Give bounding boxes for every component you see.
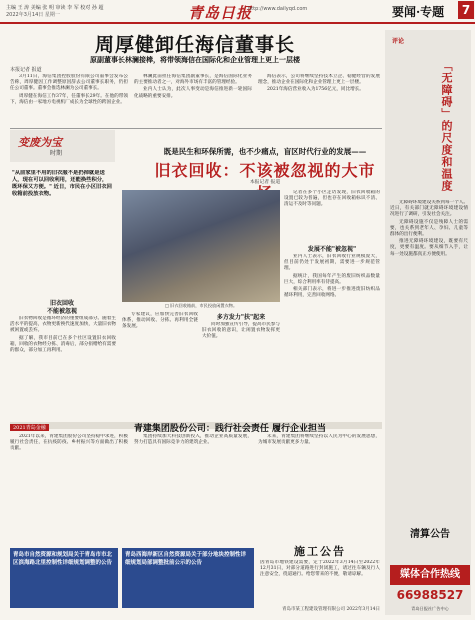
paragraph: 林澜此前担任海信集团副董事长，是海信国际化业务的主要推动者之一，对海外市场有丰富的管理经验。 bbox=[134, 74, 252, 86]
paragraph: 业内人士认为，此次人事变动是海信推进新一轮国际化战略的重要安排。 bbox=[134, 87, 252, 99]
construction-notice-title: 施工公告 bbox=[294, 545, 346, 558]
construction-notice-body: 因青岛市地铁建设需要，定于2022年3月14日至2022年12月31日，对部分道路进行封闭施工，请过往车辆及行人注意安全，绕道通行。给您带来的不便，敬请谅解。 bbox=[260, 560, 380, 578]
bottom-column-2 bbox=[134, 434, 252, 542]
story-headline: 旧衣回收：不该被忽视的大市 bbox=[154, 161, 376, 180]
editor-credits: 主编 王 涛 美编 张 明 审读 李 军 校对 孙 超 bbox=[6, 5, 104, 11]
story-column-right bbox=[284, 254, 380, 414]
story-column-b1 bbox=[122, 312, 198, 416]
story-subhead-1: 发展不能"被忽视" bbox=[307, 246, 357, 253]
divider bbox=[10, 128, 382, 129]
pull-quote: "从前家里不用的旧衣服不是扔掉就是送人，现在可以回收利用，还能换些积分，既环保又方便。" 近日，市民在小区旧衣回收箱前投放衣物。 bbox=[12, 170, 112, 197]
paragraph: 无障碍设施不仅是残障人士的需要，也关系到老年人、孕妇、儿童等群体的出行便利。 bbox=[390, 219, 468, 238]
lead-column-3 bbox=[258, 74, 380, 126]
commentary-kicker: 评论 bbox=[392, 38, 405, 45]
paragraph: 2021年海信营业收入为1756亿元，同比增长。 bbox=[267, 87, 364, 93]
paragraph: 2021年以来，青建集团股份公司坚持稳中求进，积极履行社会责任，在抗疫防疫、乡村振兴等方面做出了积极贡献。 bbox=[10, 434, 128, 452]
clothes-recycling-photo bbox=[122, 190, 280, 302]
masthead-logo: 青岛日报 bbox=[188, 4, 253, 22]
story-column-top bbox=[284, 190, 380, 240]
bottom-headline: 青建集团股份公司：践行社会责任 履行企业担当 bbox=[133, 424, 327, 434]
paragraph: 据了解，我市目前已在多个社区设置旧衣回收箱，回收的衣物经分拣、消毒后，部分捐赠给有需要的群众，部分加工再利用。 bbox=[10, 335, 116, 354]
lead-subhead: 原副董事长林澜接棒，将带领海信在国际化和企业管理上更上一层楼 bbox=[90, 55, 300, 64]
liquidation-notice-title: 清算公告 bbox=[410, 529, 450, 540]
page-number: 7 bbox=[458, 1, 474, 19]
paragraph: 海信表示，公司将继续坚持技术立企、稳健经营的发展理念，推动企业在国际化和企业管理上更上一层楼。 bbox=[258, 74, 380, 86]
lead-headline: 周厚健卸任海信董事长 bbox=[94, 34, 295, 56]
paragraph: 未来，青建集团将继续坚持以人民为中心的发展思想，为城市发展贡献更多力量。 bbox=[258, 434, 380, 446]
paragraph: 业内人士表示，旧衣回收行业规模庞大，但目前仍处于发展初期，需要进一步规范管理。 bbox=[284, 254, 380, 272]
commentary-body bbox=[390, 200, 468, 520]
issue-date: 2022年3月14日 星期一 bbox=[6, 12, 60, 18]
resources-notice-ad: 青岛西海岸新区自然资源局关于部分地块控制性详细规划局部调整批前公示的公告 bbox=[122, 548, 254, 608]
pull-subhead-1: 旧衣回收 bbox=[49, 300, 74, 307]
story-byline: 本报记者 报道 bbox=[249, 180, 281, 185]
media-hotline-banner: 媒体合作热线 bbox=[390, 565, 470, 585]
masthead-url: http://www.dailyqd.com bbox=[248, 6, 308, 12]
story-kicker: 既是民生和环保所需，也不少痛点，盲区时代行业的发展—— bbox=[163, 147, 367, 156]
paragraph: 集团持续加大科技创新投入，推动企业高质量发展，努力打造具有国际竞争力的建筑企业。 bbox=[134, 434, 252, 446]
paragraph: 据统计，我国每年产生的废旧纺织品数量巨大，综合利用率有待提高。 bbox=[284, 273, 380, 285]
pull-subhead-2: 不能被忽视 bbox=[46, 308, 77, 315]
construction-notice-footer: 青岛市某工程建设管理有限公司 2022年3月14日 bbox=[282, 607, 380, 612]
paragraph: 3月11日，海信集团控股股份有限公司董事会发布公告称，周厚健因工作调整原因辞去公司董事长职务，仍担任公司董事。董事会推选林澜为公司董事长。 bbox=[10, 74, 128, 92]
commentary-title: 「无障碍」的尺度和温度 bbox=[440, 60, 453, 192]
section-title: 要闻·专题 bbox=[392, 5, 445, 19]
feature-label-sub: 时期 bbox=[50, 150, 63, 157]
paragraph: 无障碍环境建设关系到每一个人。近日，有关部门就无障碍环境建设情况进行了调研，引发社会关注。 bbox=[390, 200, 468, 218]
planning-notice-ad: 青岛市自然资源和规划局关于青岛市市北区滨海路北里控制性详细规划调整的公告 bbox=[10, 548, 118, 608]
paragraph: 推进无障碍环境建设，既要有尺度，更要有温度。要从细节入手，让每一处设施都真正方便使用。 bbox=[390, 239, 468, 257]
story-column-b2 bbox=[202, 322, 280, 416]
feature-column bbox=[10, 316, 116, 416]
paragraph: 记者在多个小区走访发现，旧衣回收箱的设置已较为普遍，但也存在回收箱标识不清、清运不及时等问题。 bbox=[284, 190, 380, 208]
lead-column-2 bbox=[134, 74, 252, 126]
bottom-tag: 2021青岛金融 bbox=[10, 424, 49, 431]
photo-caption: □ 旧衣回收箱前，市民投放闲置衣物。 bbox=[164, 303, 238, 308]
hotline-phone: 66988527 bbox=[396, 588, 464, 602]
lead-column-1 bbox=[10, 74, 128, 126]
paragraph: 旧衣物回收是循环经济的重要组成部分。随着生活水平的提高，衣物更新换代速度加快，大量旧衣物被闲置或丢弃。 bbox=[10, 316, 116, 334]
feature-label: 变废为宝 bbox=[18, 136, 62, 149]
lead-byline: 本报记者 报道 bbox=[10, 67, 42, 73]
bottom-column-3 bbox=[258, 434, 380, 534]
paragraph: 相关部门表示，将进一步推进废旧纺织品循环利用，完善回收网络。 bbox=[284, 287, 380, 299]
ad-center-credit: 青岛日报社广告中心 bbox=[411, 606, 449, 611]
paragraph: 专家建议，应加快完善旧衣回收体系，推动回收、分拣、再利用全链条发展。 bbox=[122, 312, 198, 330]
story-subhead-2: 多方发力"扶"起来 bbox=[216, 314, 266, 321]
bottom-column-1 bbox=[10, 434, 128, 542]
paragraph: 周厚健在海信工作37年，任董事长29年。在他的带领下，海信由一家地方电视机厂成长为全球性的跨国企业。 bbox=[10, 93, 128, 105]
paragraph: 同时加强宣传引导，提高市民参与旧衣回收的意识，让闲置衣物发挥更大价值。 bbox=[202, 322, 280, 340]
